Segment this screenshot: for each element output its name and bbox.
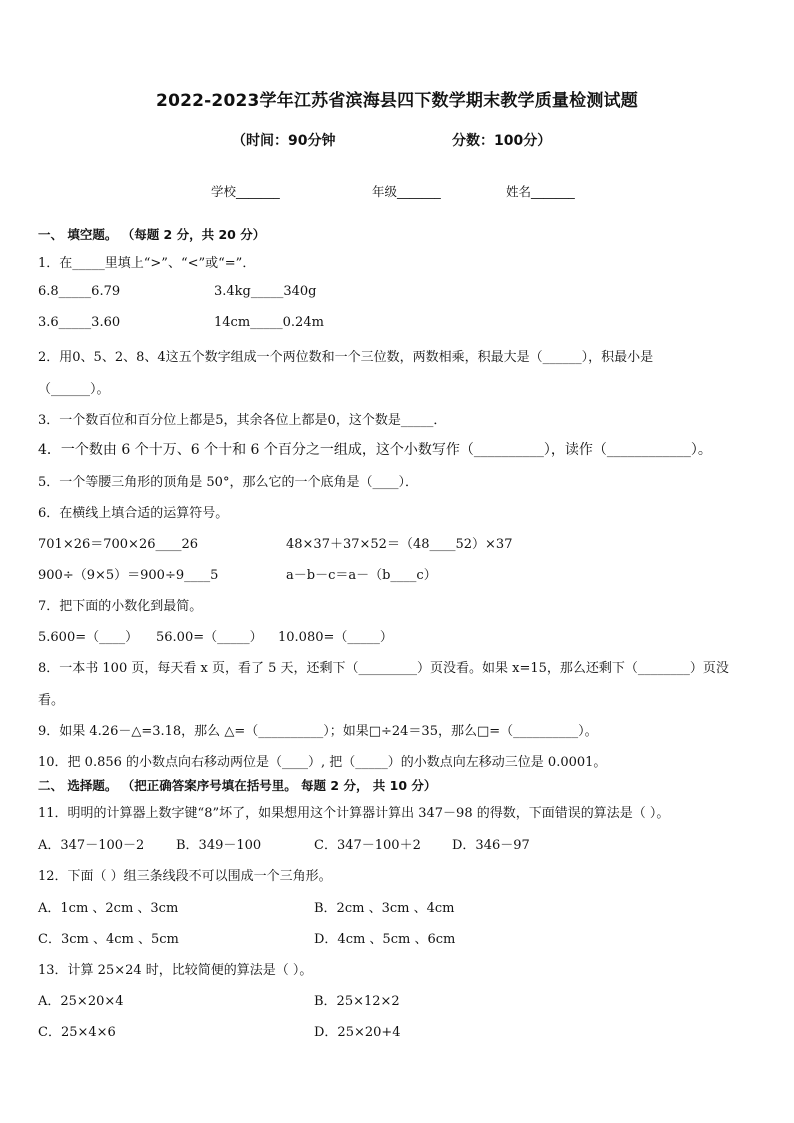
question-12-option-c: C．3cm 、4cm 、5cm [38,932,179,947]
question-12-stem: 12．下面（ ）组三条线段不可以围成一个三角形。 [38,869,332,884]
total-score: 分数：100分） [452,133,552,149]
question-3: 3．一个数百位和百分位上都是5，其余各位上都是0，这个数是_____． [38,413,447,428]
question-13-option-a: A．25×20×4 [38,994,124,1009]
question-2-line-2: （______）。 [38,382,110,397]
question-1-item-d: 14cm_____0.24m [214,315,324,330]
question-13-stem: 13．计算 25×24 时，比较简便的算法是（ ）。 [38,963,313,978]
question-1-stem: 1．在_____里填上“>”、“<”或“=”． [38,256,256,271]
question-10: 10．把 0.856 的小数点向右移动两位是（____）, 把（_____）的小数点向左移动三位是 0.0001。 [38,755,607,770]
name-field: 姓名_______ [506,184,575,199]
question-5: 5．一个等腰三角形的顶角是 50°，那么它的一个底角是（____）． [38,475,418,490]
question-1-item-c: 3.6_____3.60 [38,315,121,330]
question-12-option-a: A．1cm 、2cm 、3cm [38,901,179,916]
time-limit: （时间：90分钟 [232,133,336,149]
question-7-item-c: 10.080=（_____） [278,630,393,645]
question-2-line-1: 2．用0、5、2、8、4这五个数字组成一个两位数和一个三位数，两数相乘，积最大是（______），积最小是 [38,350,654,365]
question-8-line-2: 看。 [38,693,65,708]
question-11-option-d: D．346－97 [452,838,530,853]
section-heading-fill-in: 一、 填空题。 （每题 2 分，共 20 分） [38,227,266,242]
question-13-option-c: C．25×4×6 [38,1025,116,1040]
question-6-item-d: a－b－c＝a－（b____c） [286,568,437,583]
question-13-option-d: D．25×20+4 [314,1025,401,1040]
question-6-item-b: 48×37＋37×52＝（48____52）×37 [286,537,513,552]
question-1-item-b: 3.4kg_____340g [214,284,317,299]
question-7-item-b: 56.00=（_____） [156,630,263,645]
question-13-option-b: B．25×12×2 [314,994,400,1009]
question-1-item-a: 6.8_____6.79 [38,284,121,299]
question-7-item-a: 5.600=（____） [38,630,139,645]
question-12-option-b: B．2cm 、3cm 、4cm [314,901,455,916]
page-title: 2022-2023学年江苏省滨海县四下数学期末教学质量检测试题 [156,91,638,111]
question-12-option-d: D．4cm 、5cm 、6cm [314,932,456,947]
school-field: 学校_______ [211,184,280,199]
question-11-option-b: B．349－100 [176,838,262,853]
question-4: 4．一个数由 6 个十万、6 个十和 6 个百分之一组成，这个小数写作（__________），读作（____________）。 [38,442,712,458]
grade-field: 年级_______ [372,184,441,199]
question-9: 9．如果 4.26－△=3.18，那么 △=（__________）；如果□÷24＝35，那么□=（__________）。 [38,724,598,739]
section-heading-multiple-choice: 二、 选择题。 （把正确答案序号填在括号里。 每题 2 分， 共 10 分） [38,778,437,793]
question-11-option-c: C．347－100＋2 [314,838,421,853]
question-11-stem: 11．明明的计算器上数字键“8”坏了，如果想用这个计算器计算出 347－98 的得数，下面错误的算法是（ ）。 [38,806,670,821]
question-11-option-a: A．347－100－2 [38,838,145,853]
question-6-stem: 6．在横线上填合适的运算符号。 [38,506,229,521]
question-8-line-1: 8．一本书 100 页，每天看 x 页，看了 5 天，还剩下（_________）页没看。如果 x=15，那么还剩下（________）页没 [38,661,729,676]
question-6-item-c: 900÷（9×5）＝900÷9____5 [38,568,219,583]
question-7-stem: 7．把下面的小数化到最简。 [38,599,203,614]
question-6-item-a: 701×26＝700×26____26 [38,537,199,552]
